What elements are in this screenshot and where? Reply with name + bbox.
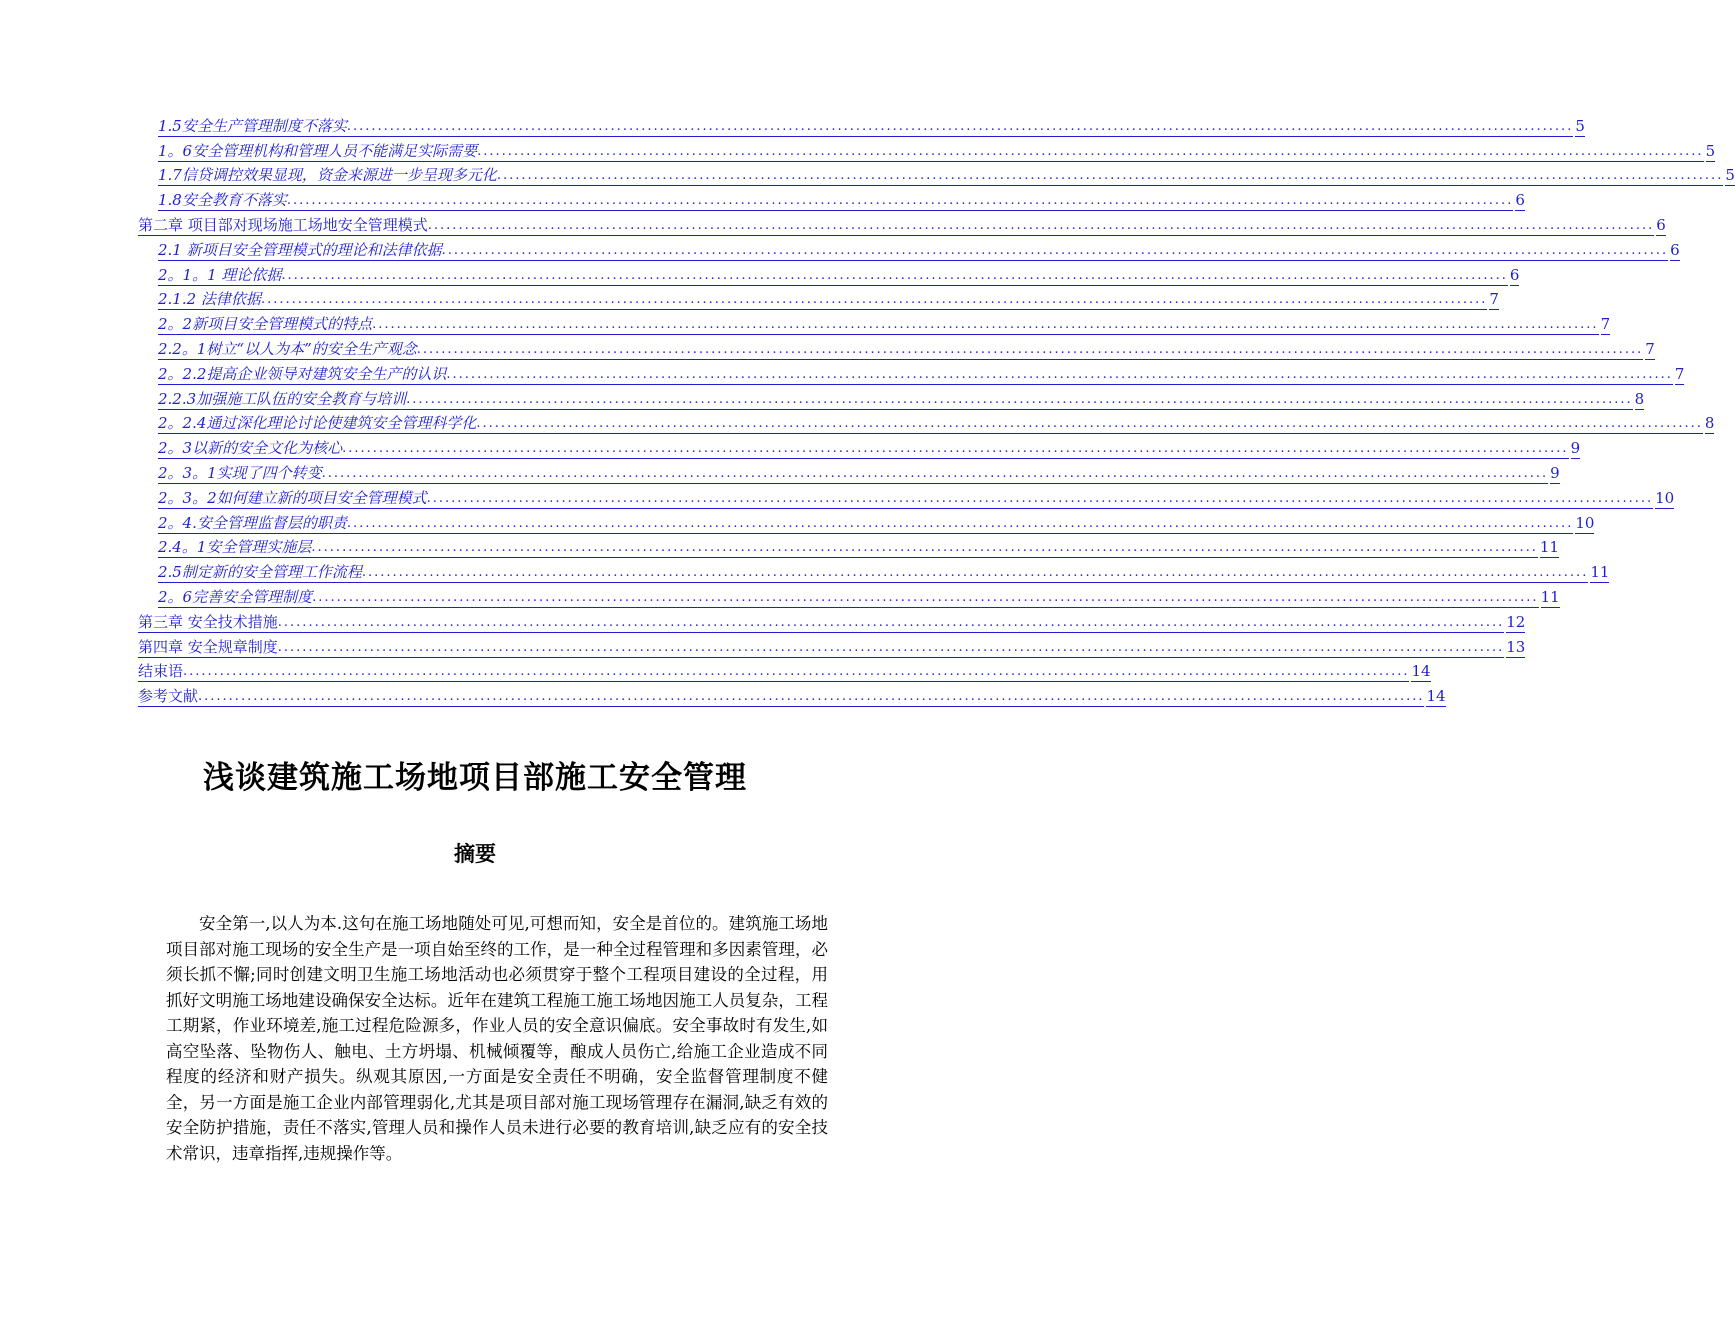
toc-page-number: 5	[1705, 141, 1716, 160]
toc-entry[interactable]	[138, 137, 1716, 162]
toc-entry[interactable]	[138, 484, 1675, 509]
toc-leader-dots: ........................................................................................................................................................................................................	[342, 440, 1568, 459]
toc-entry-label: 2。1。1 理论依据	[158, 265, 282, 284]
toc-entry[interactable]	[138, 211, 1666, 236]
toc-entry-label: 2。3以新的安全文化为核心	[158, 439, 343, 458]
toc-entry[interactable]	[138, 310, 1611, 335]
toc-entry-label: 第四章 安全规章制度	[138, 637, 278, 656]
toc-page-number: 7	[1645, 339, 1655, 358]
toc-leader-dots: ........................................................................................................................................................................................................	[428, 217, 1654, 236]
toc-entry-label: 1.7信贷调控效果显现，资金来源进一步呈现多元化	[158, 166, 497, 185]
toc-page-number: 9	[1570, 439, 1581, 458]
toc-leader-dots: ........................................................................................................................................................................................................	[417, 341, 1643, 360]
toc-entry[interactable]	[138, 608, 1526, 633]
toc-page-number: 7	[1489, 290, 1499, 309]
toc-leader-dots: ........................................................................................................................................................................................................	[312, 589, 1538, 608]
toc-entry[interactable]	[138, 162, 1735, 187]
toc-entry[interactable]	[138, 335, 1655, 360]
toc-entry[interactable]	[138, 236, 1680, 261]
toc-leader-dots: ........................................................................................................................................................................................................	[281, 267, 1507, 286]
toc-entry[interactable]	[138, 658, 1431, 683]
toc-leader-dots: ........................................................................................................................................................................................................	[322, 465, 1548, 484]
toc-page-number: 6	[1656, 215, 1666, 234]
toc-entry-label: 1.8安全教育不落实	[158, 191, 287, 210]
toc-page-number: 11	[1539, 538, 1559, 557]
toc-entry-label: 2。2新项目安全管理模式的特点	[158, 315, 373, 334]
toc-page-number: 6	[1509, 265, 1520, 284]
toc-leader-dots: ........................................................................................................................................................................................................	[476, 415, 1702, 434]
toc-leader-dots: ........................................................................................................................................................................................................	[278, 639, 1504, 658]
toc-leader-dots: ........................................................................................................................................................................................................	[406, 391, 1632, 410]
toc-leader-dots: ........................................................................................................................................................................................................	[278, 614, 1504, 633]
toc-leader-dots: ........................................................................................................................................................................................................	[183, 663, 1409, 682]
toc-page-number: 10	[1655, 488, 1675, 507]
toc-leader-dots: ........................................................................................................................................................................................................	[362, 564, 1588, 583]
toc-entry[interactable]	[138, 186, 1525, 211]
toc-page-number: 13	[1506, 637, 1526, 656]
toc-entry-label: 2.4。1安全管理实施层	[158, 538, 312, 557]
toc-leader-dots: ........................................................................................................................................................................................................	[287, 192, 1513, 211]
toc-entry[interactable]	[138, 360, 1685, 385]
toc-leader-dots: ........................................................................................................................................................................................................	[427, 490, 1653, 509]
toc-leader-dots: ........................................................................................................................................................................................................	[261, 291, 1487, 310]
toc-leader-dots: ........................................................................................................................................................................................................	[477, 143, 1703, 162]
toc-entry-label: 2。2.2提高企业领导对建筑安全生产的认识	[158, 364, 447, 383]
toc-entry-label: 2.1 新项目安全管理模式的理论和法律依据	[158, 240, 442, 259]
toc-entry-label: 2。2.4通过深化理论讨论使建筑安全管理科学化	[158, 414, 477, 433]
toc-entry-label: 1。6安全管理机构和管理人员不能满足实际需要	[158, 141, 478, 160]
toc-entry-label: 1.5安全生产管理制度不落实	[158, 116, 347, 135]
toc-page-number: 8	[1634, 389, 1645, 408]
abstract-heading: 摘要	[454, 842, 496, 866]
toc-page-number: 14	[1426, 687, 1446, 706]
toc-entry-label: 2.2。1树立“以人为本”的安全生产观念	[158, 339, 417, 358]
toc-leader-dots: ........................................................................................................................................................................................................	[497, 167, 1723, 186]
toc-entry-label: 参考文献	[138, 687, 199, 706]
toc-leader-dots: ........................................................................................................................................................................................................	[347, 118, 1573, 137]
table-of-contents	[138, 112, 1735, 707]
toc-page-number: 8	[1704, 414, 1715, 433]
toc-entry-label: 2.1.2 法律依据	[158, 290, 261, 309]
toc-page-number: 11	[1590, 563, 1610, 582]
toc-page-number: 11	[1540, 587, 1560, 606]
toc-page-number: 12	[1506, 612, 1526, 631]
toc-leader-dots: ........................................................................................................................................................................................................	[372, 316, 1598, 335]
toc-entry[interactable]	[138, 534, 1559, 559]
toc-leader-dots: ........................................................................................................................................................................................................	[311, 539, 1537, 558]
toc-page-number: 9	[1550, 463, 1560, 482]
toc-page-number: 10	[1575, 513, 1595, 532]
toc-leader-dots: ........................................................................................................................................................................................................	[442, 242, 1668, 261]
toc-entry[interactable]	[138, 633, 1526, 658]
toc-page-number: 6	[1515, 191, 1525, 210]
toc-entry-label: 2。6完善安全管理制度	[158, 587, 313, 606]
toc-page-number: 5	[1725, 166, 1735, 185]
toc-entry[interactable]	[138, 459, 1560, 484]
toc-entry[interactable]	[138, 682, 1446, 707]
toc-entry[interactable]	[138, 385, 1645, 410]
toc-entry[interactable]	[138, 112, 1585, 137]
toc-page-number: 7	[1600, 315, 1611, 334]
toc-entry-label: 2.5制定新的安全管理工作流程	[158, 563, 362, 582]
toc-entry-label: 2.2.3加强施工队伍的安全教育与培训	[158, 389, 407, 408]
toc-entry[interactable]	[138, 286, 1499, 311]
toc-leader-dots: ........................................................................................................................................................................................................	[347, 515, 1573, 534]
abstract-body: 安全第一,以人为本.这句在施工场地随处可见,可想而知，安全是首位的。建筑施工场地项目部对施工现场的安全生产是一项自始至终的工作，是一种全过程管理和多因素管理，必须长抓不懈;同时创建文明卫生施工场地活动也必须贯穿于整个工程项目建设的全过程，用抓好文明施工场地建设确保安全达标。近年在建筑工程施工施工场地因施工人员复杂，工程工期紧，作业环境差,施工过程危险源多，作业人员的安全意识偏底。安全事故时有发生,如高空坠落、坠物伤人、触电、土方坍塌、机械倾覆等，酿成人员伤亡,给施工企业造成不同程度的经济和财产损失。纵观其原因,一方面是安全责任不明确，安全监督管理制度不健全，另一方面是施工企业内部管理弱化,尤其是项目部对施工现场管理存在漏洞,缺乏有效的安全防护措施，责任不落实,管理人员和操作人员未进行必要的教育培训,缺乏应有的安全技术常识，违章指挥,违规操作等。	[166, 914, 828, 1163]
toc-entry[interactable]	[138, 410, 1715, 435]
toc-entry-label: 结束语	[138, 662, 184, 681]
toc-entry-label: 2。4.安全管理监督层的职责	[158, 513, 347, 532]
toc-entry[interactable]	[138, 261, 1520, 286]
toc-entry-label: 第三章 安全技术措施	[138, 612, 278, 631]
toc-page-number: 7	[1674, 364, 1685, 383]
toc-page-number: 14	[1411, 662, 1431, 681]
toc-entry[interactable]	[138, 434, 1581, 459]
toc-entry[interactable]	[138, 558, 1610, 583]
toc-page-number: 5	[1575, 116, 1585, 135]
toc-leader-dots: ........................................................................................................................................................................................................	[446, 366, 1672, 385]
toc-page-number: 6	[1670, 240, 1680, 259]
toc-leader-dots: ........................................................................................................................................................................................................	[198, 688, 1424, 707]
toc-entry-label: 第二章 项目部对现场施工场地安全管理模式	[138, 215, 428, 234]
toc-entry-label: 2。3。1实现了四个转变	[158, 463, 322, 482]
document-title: 浅谈建筑施工场地项目部施工安全管理	[203, 760, 747, 796]
toc-entry-label: 2。3。2如何建立新的项目安全管理模式	[158, 488, 427, 507]
toc-entry[interactable]	[138, 509, 1595, 534]
toc-entry[interactable]	[138, 583, 1560, 608]
